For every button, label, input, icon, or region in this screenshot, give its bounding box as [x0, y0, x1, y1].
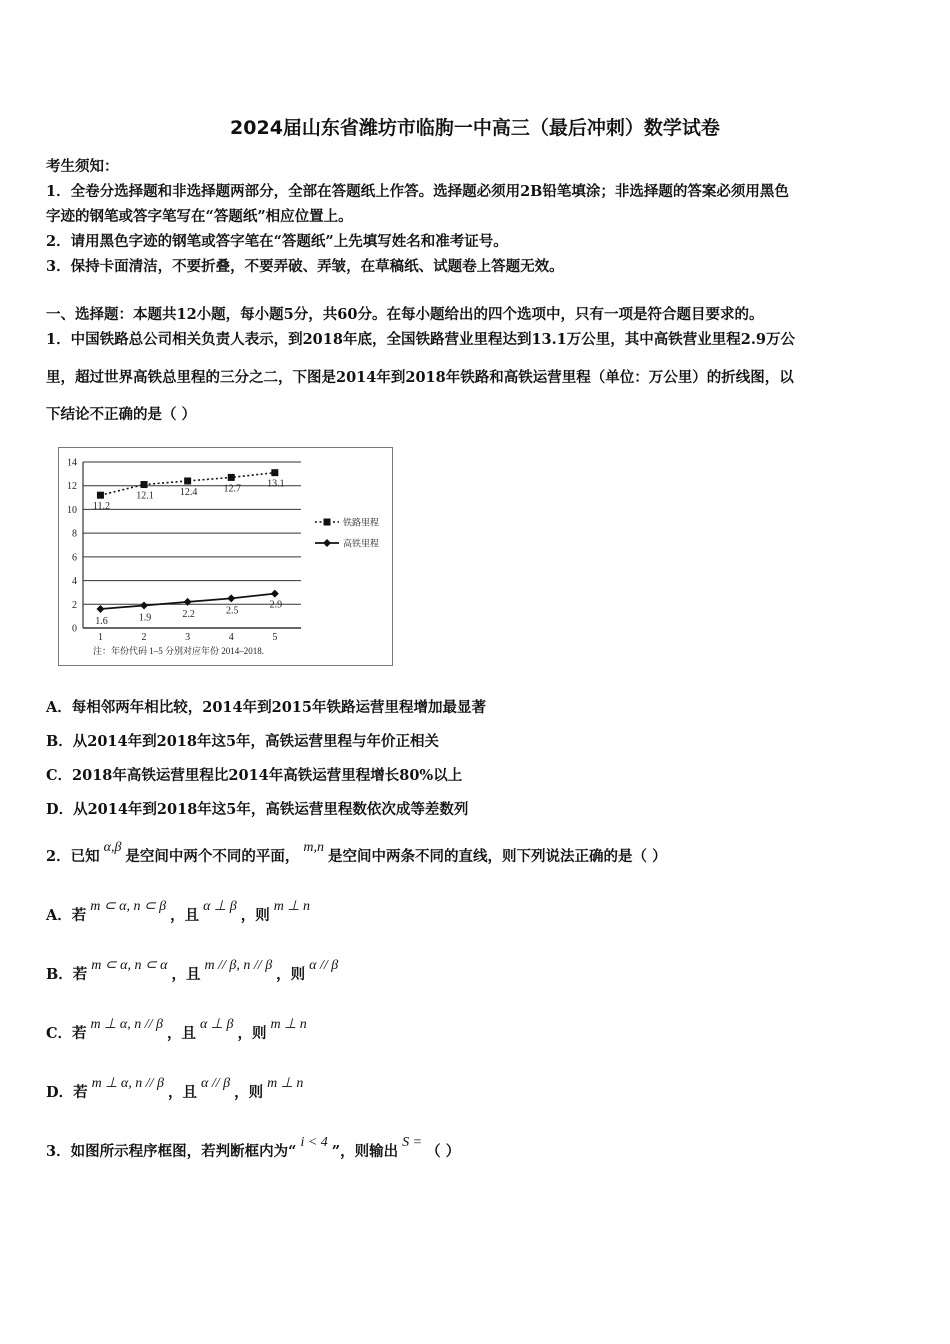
- legend-marker: [323, 539, 331, 547]
- q2-stem-part: 2．已知: [46, 848, 100, 865]
- y-tick-label: 14: [67, 457, 77, 469]
- q2-option-b: [46, 958, 910, 984]
- q1-option-c: C．2018年高铁运营里程比2014年高铁运营里程增长80%以上: [46, 767, 463, 784]
- notice-item: 3．保持卡面清洁，不要折叠，不要弄破、弄皱，在草稿纸、试题卷上答题无效。: [46, 258, 564, 275]
- notice-item: 字迹的钢笔或答字笔写在“答题纸”相应位置上。: [46, 208, 353, 225]
- option-label: D．若: [46, 1084, 88, 1101]
- data-point: [228, 474, 235, 481]
- y-tick-label: 2: [72, 599, 77, 611]
- legend-marker: [324, 519, 331, 526]
- math-conclusion: m ⊥ n: [267, 1076, 304, 1091]
- x-tick-label: 5: [272, 632, 278, 643]
- y-tick-label: 6: [72, 552, 77, 564]
- q1-stem-line: 1．中国铁路总公司相关负责人表示，到2018年底，全国铁路营业里程达到13.1万公里，其中高铁营业里程2.9万公: [46, 331, 795, 348]
- option-text: ，则: [234, 1084, 264, 1101]
- q3-stem-part: ”，则输出: [331, 1143, 399, 1160]
- math-condition: α ⊥ β: [199, 1017, 234, 1032]
- data-label: 11.2: [92, 501, 111, 513]
- data-point: [271, 590, 279, 598]
- legend-label: 铁路里程: [343, 517, 380, 528]
- notice-heading: 考生须知：: [46, 158, 119, 175]
- q2-stem: [46, 840, 910, 866]
- y-tick-label: 8: [72, 528, 77, 540]
- q3-stem-part: （ ）: [426, 1143, 461, 1160]
- option-text: ，且: [171, 966, 201, 983]
- data-label: 2.5: [225, 605, 239, 617]
- data-label: 13.1: [267, 478, 285, 490]
- option-text: ，则: [276, 966, 306, 983]
- data-point: [140, 601, 148, 609]
- q1-option-d: D．从2014年到2018年这5年，高铁运营里程数依次成等差数列: [46, 801, 469, 818]
- math-condition: α ⊥ β: [203, 899, 237, 914]
- q2-stem-part: 是空间中两条不同的直线，则下列说法正确的是（ ）: [328, 848, 667, 865]
- data-point: [184, 477, 191, 484]
- data-label: 2.2: [182, 608, 195, 620]
- page-title: 2024届山东省潍坊市临朐一中高三（最后冲刺）数学试卷: [230, 117, 720, 139]
- q2-math-planes: α,β: [103, 840, 122, 855]
- data-label: 12.4: [179, 486, 198, 498]
- data-label: 2.9: [269, 599, 283, 611]
- math-condition: m ⊥ α, n // β: [91, 1076, 164, 1091]
- math-condition: α // β: [200, 1076, 231, 1091]
- q1-stem-line: 里，超过世界高铁总里程的三分之二，下图是2014年到2018年铁路和高铁运营里程（单位：万公里）的折线图，以: [46, 369, 794, 386]
- data-point: [96, 605, 104, 613]
- data-point: [97, 492, 104, 499]
- x-tick-label: 4: [228, 632, 234, 643]
- math-conclusion: α // β: [309, 958, 339, 973]
- q1-option-b: B．从2014年到2018年这5年，高铁运营里程与年价正相关: [46, 733, 440, 750]
- data-point: [271, 469, 278, 476]
- y-tick-label: 4: [72, 576, 77, 588]
- y-tick-label: 10: [67, 504, 77, 516]
- math-condition: m ⊥ α, n // β: [90, 1017, 163, 1032]
- data-label: 1.6: [95, 616, 108, 628]
- option-text: ，则: [237, 1025, 267, 1042]
- x-tick-label: 1: [97, 632, 103, 643]
- y-tick-label: 12: [67, 481, 77, 493]
- notice-item: 2．请用黑色字迹的钢笔或答字笔在“答题纸”上先填写姓名和准考证号。: [46, 233, 508, 250]
- x-tick-label: 3: [185, 632, 191, 643]
- legend-label: 高铁里程: [343, 538, 380, 549]
- q2-stem-part: 是空间中两个不同的平面，: [125, 848, 300, 865]
- x-tick-label: 2: [141, 632, 147, 643]
- q2-math-lines: m,n: [303, 840, 325, 855]
- math-condition: m ⊂ α, n ⊂ α: [91, 958, 168, 973]
- q2-option-d: [46, 1076, 910, 1102]
- data-point: [227, 594, 235, 602]
- option-label: A．若: [46, 907, 87, 924]
- q2-option-c: [46, 1017, 910, 1043]
- y-tick-label: 0: [72, 623, 77, 635]
- option-text: ，且: [167, 1084, 197, 1101]
- q1-option-a: A．每相邻两年相比较，2014年到2015年铁路运营里程增加最显著: [46, 699, 486, 716]
- math-condition: m // β, n // β: [204, 958, 273, 973]
- math-condition: m ⊂ α, n ⊂ β: [90, 899, 167, 914]
- q3-stem-part: 3．如图所示程序框图，若判断框内为“: [46, 1143, 297, 1160]
- line-chart-svg: [59, 448, 392, 665]
- data-point: [141, 481, 148, 488]
- math-conclusion: m ⊥ n: [270, 1017, 307, 1032]
- section-heading: 一、选择题：本题共12小题，每小题5分，共60分。在每小题给出的四个选项中，只有一项是符合题目要求的。: [46, 306, 764, 323]
- data-label: 12.1: [136, 490, 154, 502]
- q1-chart: [58, 447, 393, 666]
- q3-stem: [46, 1135, 910, 1161]
- math-conclusion: m ⊥ n: [273, 899, 311, 914]
- option-text: ，且: [170, 907, 200, 924]
- q2-option-a: [46, 899, 910, 925]
- q3-math-condition: i < 4: [300, 1135, 328, 1150]
- chart-note: 注：年份代码 1–5 分别对应年份 2014–2018.: [93, 646, 265, 656]
- q3-math-output: S =: [402, 1135, 423, 1150]
- notice-item: 1．全卷分选择题和非选择题两部分，全部在答题纸上作答。选择题必须用2B铅笔填涂；非选择题的答案必须用黑色: [46, 183, 789, 200]
- data-label: 1.9: [138, 612, 152, 624]
- option-text: ，且: [166, 1025, 196, 1042]
- q1-stem-line: 下结论不正确的是（ ）: [46, 406, 197, 423]
- option-label: B．若: [46, 966, 88, 983]
- option-label: C．若: [46, 1025, 87, 1042]
- data-label: 12.7: [223, 483, 241, 495]
- option-text: ，则: [240, 907, 270, 924]
